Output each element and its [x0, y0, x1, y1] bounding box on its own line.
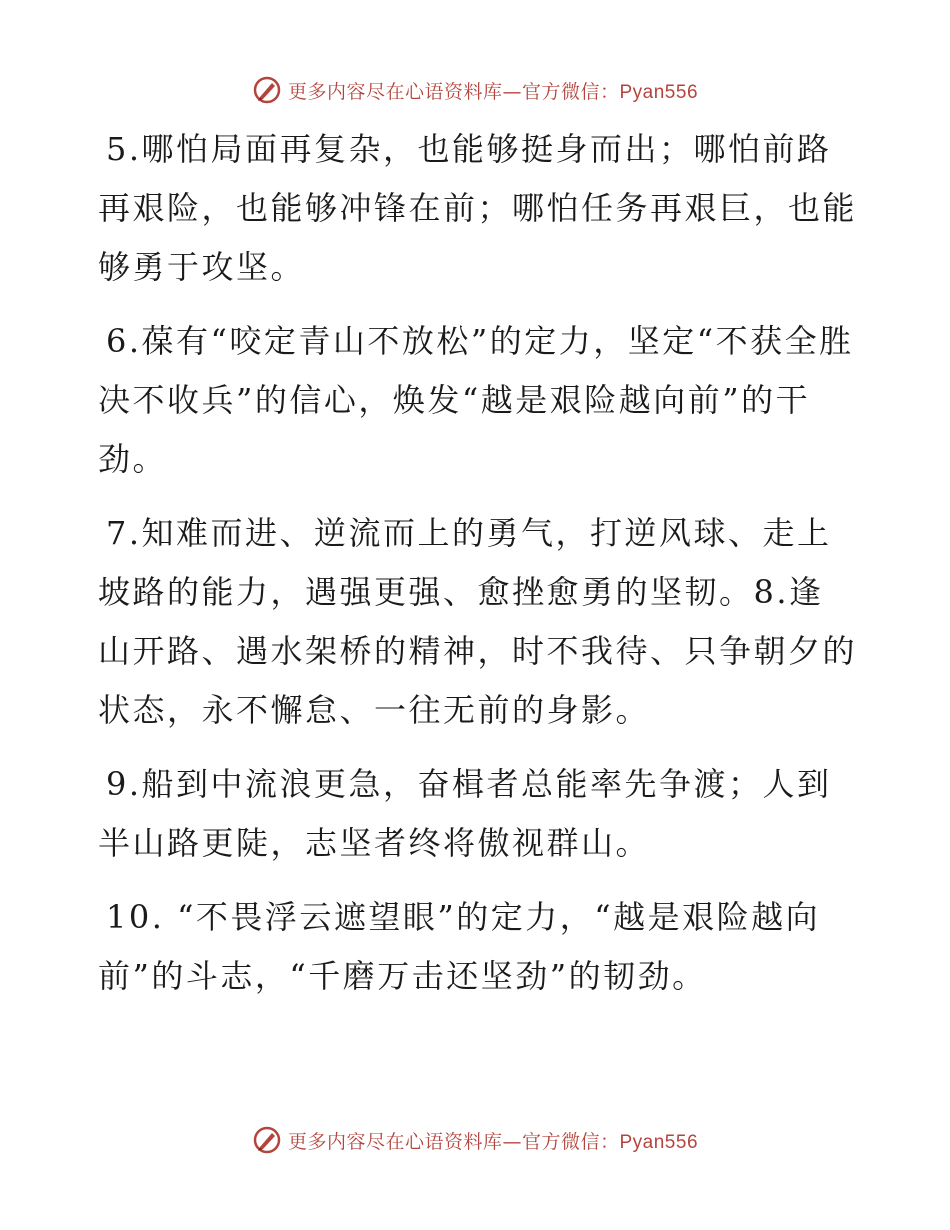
header-text	[288, 77, 698, 104]
header-dash: —	[502, 80, 522, 103]
footer-wechat-id: Pyan556	[619, 1131, 699, 1153]
header-banner	[0, 70, 950, 110]
footer-slogan: 更多内容尽在心语资料库	[287, 1130, 503, 1153]
header-wechat-id: Pyan556	[619, 81, 699, 103]
footer-banner	[0, 1120, 950, 1160]
footer-text	[288, 1127, 698, 1154]
paragraph-6: 6.葆有“咬定青山不放松”的定力，坚定“不获全胜决不收兵”的信心，焕发“越是艰险越向前”的干劲。	[98, 322, 854, 478]
pen-logo-icon	[252, 1125, 282, 1155]
footer-wechat-label: 官方微信：	[521, 1130, 620, 1153]
pen-logo-icon	[252, 75, 282, 105]
paragraph-10: 10. “不畏浮云遮望眼”的定力，“越是艰险越向前”的斗志，“千磨万击还坚劲”的韧劲。	[98, 898, 821, 995]
paragraph-9: 9.船到中流浪更急，奋楫者总能率先争渡；人到半山路更陡，志坚者终将傲视群山。	[98, 765, 832, 862]
header-slogan: 更多内容尽在心语资料库	[287, 80, 503, 103]
paragraph-7-8: 7.知难而进、逆流而上的勇气，打逆风球、走上坡路的能力，遇强更强、愈挫愈勇的坚韧。8.逢山开路、遇水架桥的精神，时不我待、只争朝夕的状态，永不懈怠、一往无前的身影。	[98, 514, 858, 729]
footer-dash: —	[502, 1130, 522, 1153]
document-body	[98, 120, 858, 1021]
paragraph-5: 5.哪怕局面再复杂，也能够挺身而出；哪怕前路再艰险，也能够冲锋在前；哪怕任务再艰巨，也能够勇于攻坚。	[98, 130, 858, 286]
header-wechat-label: 官方微信：	[521, 80, 620, 103]
